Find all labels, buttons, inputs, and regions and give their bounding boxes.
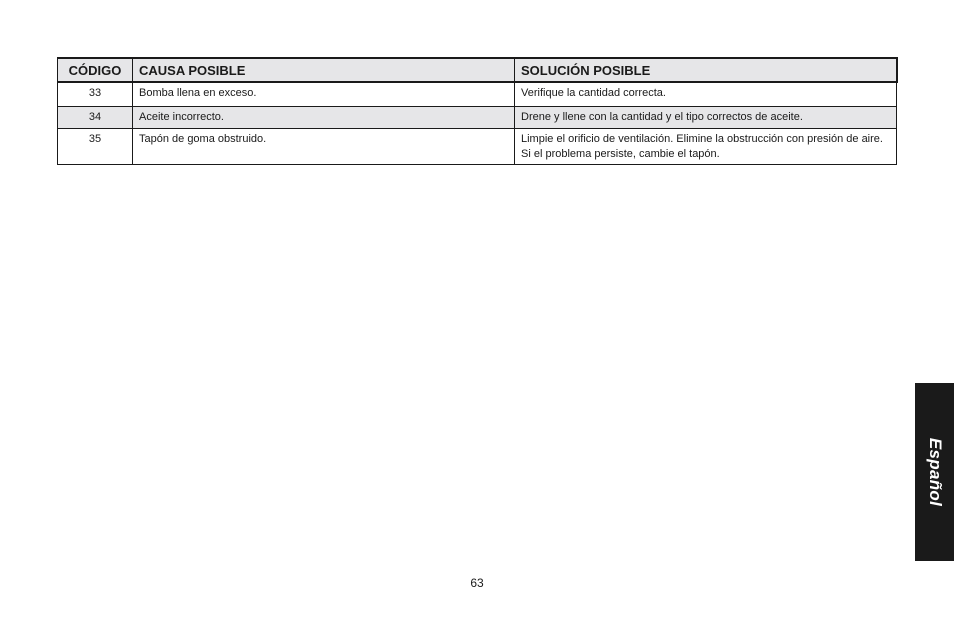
row-cause: Tapón de goma obstruido. xyxy=(133,128,515,164)
header-codigo: CÓDIGO xyxy=(58,58,133,82)
language-tab xyxy=(915,383,954,561)
header-solucion-posible: SOLUCIÓN POSIBLE xyxy=(515,58,897,82)
row-solution: Drene y llene con la cantidad y el tipo correctos de aceite. xyxy=(515,106,897,128)
table-row xyxy=(58,106,897,128)
row-cause: Bomba llena en exceso. xyxy=(133,82,515,106)
row-code: 33 xyxy=(58,82,133,106)
row-solution: Limpie el orificio de ventilación. Elimine la obstrucción con presión de aire. Si el problema persiste, cambie el tapón. xyxy=(515,128,897,164)
table-row xyxy=(58,128,897,164)
header-causa-posible: CAUSA POSIBLE xyxy=(133,58,515,82)
row-code: 34 xyxy=(58,106,133,128)
troubleshooting-table xyxy=(57,57,898,165)
page-number: 63 xyxy=(470,576,484,590)
row-cause: Aceite incorrecto. xyxy=(133,106,515,128)
row-solution: Verifique la cantidad correcta. xyxy=(515,82,897,106)
row-code: 35 xyxy=(58,128,133,164)
table-header-row xyxy=(58,58,897,82)
table-row xyxy=(58,82,897,106)
language-tab-label: Español xyxy=(925,437,945,507)
